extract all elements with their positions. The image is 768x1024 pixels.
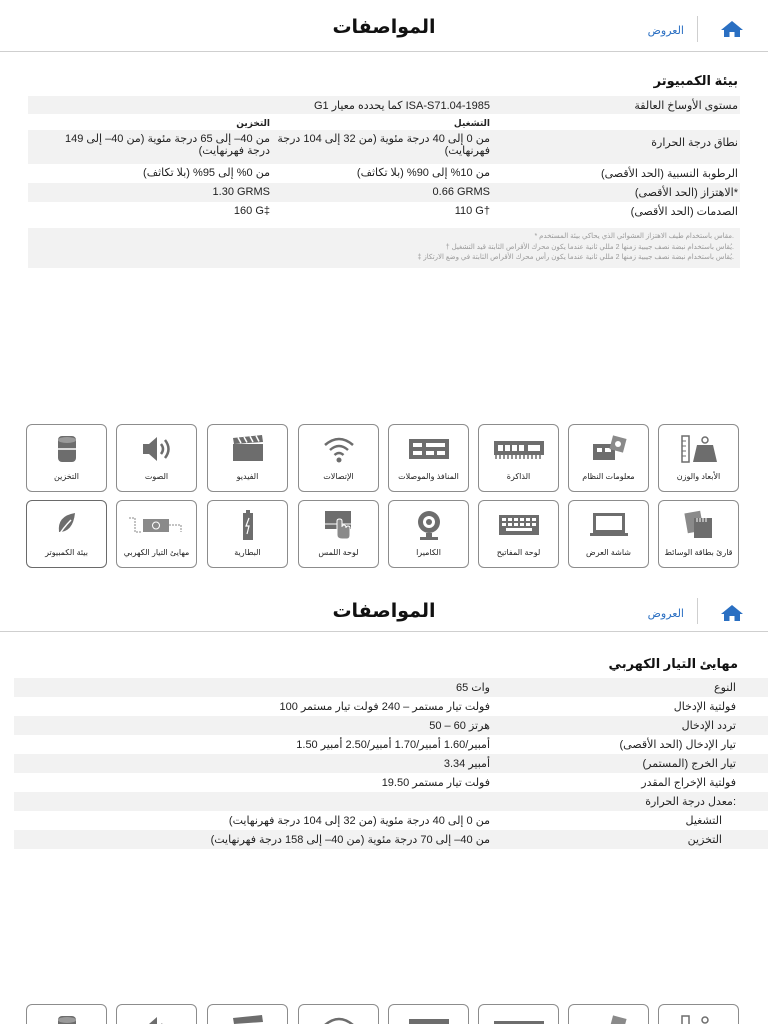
power-adapter-table — [14, 678, 768, 849]
storage-icon — [27, 431, 106, 467]
tile-audio[interactable] — [116, 1004, 197, 1024]
table-row — [14, 830, 768, 849]
power-adapter-icon — [117, 507, 196, 543]
table-row — [28, 130, 740, 164]
row-label: معدل درجة الحرارة: — [645, 796, 736, 808]
tile-ports[interactable] — [388, 424, 469, 492]
row-value: من 0 إلى 40 درجة مئوية (من 32 إلى 104 درجة فهرنهايت) — [228, 815, 490, 827]
tile-label: شاشة العرض — [586, 548, 631, 557]
table-row — [14, 773, 768, 792]
tile-label: المنافذ والموصلات — [398, 472, 459, 481]
footnote: ‡ يُقاس باستخدام نبضة نصف جيبية زمنها 2 مللي ثانية عندما يكون رأس محرك الأقراص الثابتة في وضع الارتكاز. — [417, 254, 734, 261]
table-row — [14, 811, 768, 830]
wifi-icon — [299, 431, 378, 467]
memory-icon — [479, 431, 558, 467]
video-icon — [208, 431, 287, 467]
table-row — [28, 96, 740, 114]
footnote: † يُقاس باستخدام نبضة نصف جيبية زمنها 2 مللي ثانية عندما يكون محرك الأقراص الثابتة قيد التشغيل. — [445, 243, 734, 251]
row-value: من 40– إلى 70 درجة مئوية (من 40– إلى 158 درجة فهرنهايت) — [210, 834, 490, 846]
tile-audio[interactable] — [116, 424, 197, 492]
row-value: 1.50 أمبير/1.60 أمبير/1.70 أمبير/2.50 أمبير — [296, 739, 490, 751]
ports-connectors-icon — [389, 1011, 468, 1024]
tile-label: بيئة الكمبيوتر — [45, 548, 88, 557]
environment-leaf-icon — [27, 507, 106, 543]
operating-value: 110 G† — [454, 205, 490, 217]
wifi-icon — [299, 1011, 378, 1024]
tile-video[interactable] — [207, 1004, 288, 1024]
storage-value: 160 G‡ — [233, 205, 270, 217]
display-icon — [569, 507, 648, 543]
battery-icon — [208, 507, 287, 543]
tile-keyboard[interactable] — [478, 500, 559, 568]
tile-memory[interactable] — [478, 424, 559, 492]
system-info-icon — [569, 1011, 648, 1024]
offers-link[interactable]: العروض — [647, 25, 684, 37]
row-label: الاهتزاز (الحد الأقصى)* — [634, 187, 738, 199]
tile-display[interactable] — [568, 500, 649, 568]
tile-dimensions-weight[interactable] — [658, 424, 739, 492]
keyboard-icon — [479, 507, 558, 543]
operating-value: من 0 إلى 40 درجة مئوية (من 32 إلى 104 درجة فهرنهايت) — [277, 133, 490, 157]
table-header-row — [28, 114, 740, 130]
row-value: 3.34 أمبير — [443, 758, 490, 770]
header-divider — [697, 16, 698, 42]
table-row — [28, 202, 740, 221]
footnote: * مقاس باستخدام طيف الاهتزاز العشوائي الذي يحاكي بيئة المستخدم. — [534, 233, 734, 240]
media-card-reader-icon — [659, 507, 738, 543]
page-header — [0, 586, 768, 632]
tile-label: الذاكرة — [506, 472, 531, 481]
tile-label: التخزين — [54, 472, 79, 481]
tile-system-info[interactable] — [568, 424, 649, 492]
table-row — [14, 792, 768, 811]
column-header-storage: التخزين — [236, 118, 270, 128]
tile-label: الأبعاد والوزن — [676, 472, 721, 481]
tile-label: لوحة اللمس — [318, 548, 359, 557]
table-row — [14, 697, 768, 716]
speaker-icon — [117, 1011, 196, 1024]
tile-battery[interactable] — [207, 500, 288, 568]
video-icon — [208, 1011, 287, 1024]
row-label: تردد الإدخال — [681, 720, 736, 732]
offers-link[interactable]: العروض — [647, 608, 684, 620]
row-label: التخزين — [687, 834, 722, 846]
home-icon[interactable] — [720, 20, 744, 38]
row-value: 19.50 فولت تيار مستمر — [381, 777, 490, 789]
row-label: فولتية الإخراج المقدر — [641, 777, 736, 789]
tile-dimensions-weight[interactable] — [658, 1004, 739, 1024]
touchpad-icon — [299, 507, 378, 543]
tile-label: لوحة المفاتيح — [496, 548, 541, 557]
header-divider — [697, 598, 698, 624]
ports-connectors-icon — [389, 431, 468, 467]
column-header-operating: التشغيل — [453, 118, 490, 128]
footnotes — [28, 228, 740, 268]
tile-video[interactable] — [207, 424, 288, 492]
camera-icon — [389, 507, 468, 543]
storage-value: من 0% إلى 95% (بلا تكاثف) — [143, 167, 270, 179]
tile-communications[interactable] — [298, 424, 379, 492]
row-value: 100 فولت تيار مستمر – 240 فولت تيار مستمر — [279, 701, 490, 713]
tile-media-card-reader[interactable] — [658, 500, 739, 568]
table-row — [14, 716, 768, 735]
row-value: 50 – 60 هرتز — [429, 720, 490, 732]
dimensions-weight-icon — [659, 1011, 738, 1024]
operating-value: 0.66 GRMS — [432, 186, 490, 198]
storage-icon — [27, 1011, 106, 1024]
row-label: تيار الإدخال (الحد الأقصى) — [619, 739, 736, 751]
page-title: المواصفات — [332, 17, 436, 38]
row-label: فولتية الإدخال — [673, 701, 736, 713]
section-title-power-adapter: مهايئ التيار الكهربي — [608, 656, 738, 671]
tile-storage[interactable] — [26, 1004, 107, 1024]
memory-icon — [479, 1011, 558, 1024]
tile-system-info[interactable] — [568, 1004, 649, 1024]
table-row — [14, 735, 768, 754]
row-label: التشغيل — [685, 815, 722, 827]
tile-label: معلومات النظام — [582, 472, 635, 481]
tile-touchpad[interactable] — [298, 500, 379, 568]
page-header — [0, 0, 768, 52]
table-row — [14, 678, 768, 697]
tile-power-adapter[interactable] — [116, 500, 197, 568]
row-label: نطاق درجة الحرارة — [651, 137, 738, 149]
spec-page-power-adapter — [0, 586, 768, 1024]
environment-table — [28, 96, 740, 221]
tile-ports[interactable] — [388, 1004, 469, 1024]
row-value: G1 كما يحدده معيار ISA-S71.04-1985 — [313, 100, 490, 112]
tile-computer-environment[interactable] — [26, 500, 107, 568]
tile-label: مهايئ التيار الكهربي — [123, 548, 190, 557]
storage-value: من 40– إلى 65 درجة مئوية (من 40– إلى 149 درجة فهرنهايت) — [65, 133, 270, 157]
tile-label: الكاميرا — [416, 548, 441, 557]
system-info-icon — [569, 431, 648, 467]
tile-camera[interactable] — [388, 500, 469, 568]
tile-storage[interactable] — [26, 424, 107, 492]
section-title-environment: بيئة الكمبيوتر — [653, 73, 738, 88]
storage-value: 1.30 GRMS — [212, 186, 270, 198]
tile-communications[interactable] — [298, 1004, 379, 1024]
row-label: الصدمات (الحد الأقصى) — [630, 206, 738, 218]
tile-memory[interactable] — [478, 1004, 559, 1024]
home-icon[interactable] — [720, 604, 744, 622]
table-row — [14, 754, 768, 773]
row-label: تيار الخرج (المستمر) — [642, 758, 736, 770]
tile-label: الإتصالات — [323, 472, 354, 481]
row-label: مستوى الأوساخ العالقة — [634, 100, 738, 112]
dimensions-weight-icon — [659, 431, 738, 467]
tile-label: قارئ بطاقة الوسائط — [664, 548, 733, 557]
operating-value: من 10% إلى 90% (بلا تكاثف) — [356, 167, 490, 179]
table-row — [28, 183, 740, 202]
tile-label: الفيديو — [236, 472, 259, 481]
row-label: الرطوبة النسبية (الحد الأقصى) — [600, 168, 738, 180]
tile-label: الصوت — [144, 472, 169, 481]
row-label: النوع — [714, 682, 736, 694]
table-row — [28, 164, 740, 183]
tile-label: البطارية — [234, 548, 261, 557]
row-value: 65 وات — [455, 682, 490, 694]
speaker-icon — [117, 431, 196, 467]
page-title: المواصفات — [332, 601, 436, 622]
